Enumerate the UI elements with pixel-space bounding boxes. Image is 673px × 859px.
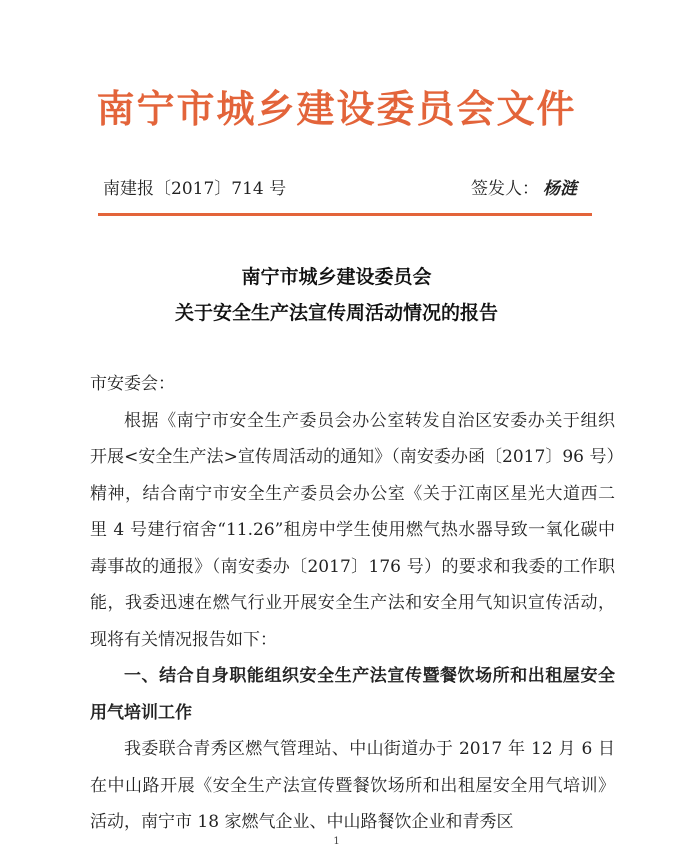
document-title-line1: 南宁市城乡建设委员会 <box>241 266 432 288</box>
document-number: 南建报〔2017〕714 号 <box>103 179 287 199</box>
page-number: 1 <box>333 836 340 847</box>
document-masthead: 南宁市城乡建设委员会文件 <box>96 86 577 131</box>
document-body <box>90 366 615 841</box>
red-divider-line <box>98 213 592 216</box>
paragraph-intro: 根据《南宁市安全生产委员会办公室转发自治区安委办关于组织开展<安全生产法>宣传周活动的通知》（南安委办函〔2017〕96 号）精神，结合南宁市安全生产委员会办公室《关于江南区星光大道西二里 4 号建行宿舍“11.26”租房中学生使用燃气热水器导致一氧化碳中毒事故的通报》（南安委办〔2017〕176 号）的要求和我委的工作职能，我委迅速在燃气行业开展安全生产法和安全用气知识宣传活动，现将有关情况报告如下： <box>90 410 615 650</box>
issuer-label: 签发人： <box>471 179 539 199</box>
document-title-line2: 关于安全生产法宣传周活动情况的报告 <box>174 302 498 324</box>
section-heading-1: 一、结合自身职能组织安全生产法宣传暨餐饮场所和出租屋安全用气培训工作 <box>90 666 615 723</box>
issuer-name: 杨涟 <box>543 179 577 199</box>
paragraph-section-1: 我委联合青秀区燃气管理站、中山街道办于 2017 年 12 月 6 日在中山路开展《安全生产法宣传暨餐饮场所和出租屋安全用气培训》活动，南宁市 18 家燃气企业、中山路餐饮企业和青秀区 <box>90 739 615 832</box>
salutation: 市安委会： <box>90 374 175 394</box>
issuer-block <box>471 174 577 199</box>
